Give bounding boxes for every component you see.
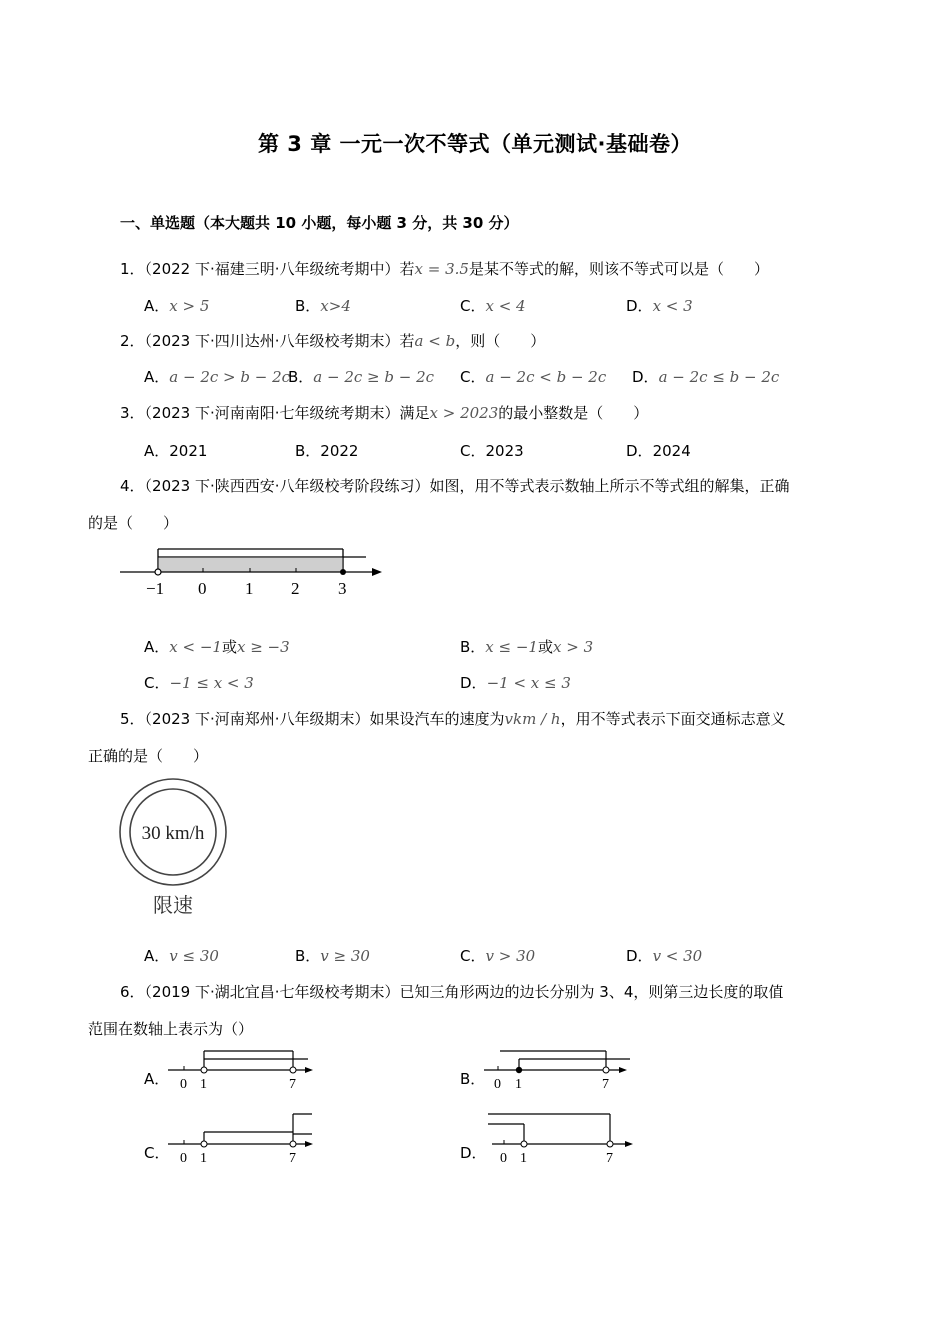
option-a[interactable]: A．v ≤ 30 (144, 947, 219, 965)
number-line-figure (118, 540, 388, 602)
question-4: 4．（2023 下·陕西西安·八年级校考阶段练习）如图，用不等式表示数轴上所示不等式组的解集，正确 (120, 477, 790, 495)
svg-text:7: 7 (606, 1151, 613, 1166)
svg-text:7: 7 (289, 1077, 296, 1092)
question-text: 是某不等式的解，则该不等式可以是（ ） (468, 260, 769, 278)
option-a[interactable]: A．x < −1或x ≥ −3 (144, 638, 290, 656)
question-5-cont: 正确的是（ ） (88, 747, 209, 765)
option-d[interactable]: D．2024 (626, 442, 691, 460)
svg-text:0: 0 (494, 1077, 501, 1092)
page-title: 第 3 章 一元一次不等式（单元测试·基础卷） (257, 132, 693, 156)
svg-text:1: 1 (520, 1151, 527, 1166)
option-d[interactable]: D．−1 < x ≤ 3 (460, 674, 571, 692)
svg-text:0: 0 (180, 1151, 187, 1166)
option-d[interactable]: D．a − 2c ≤ b − 2c (632, 368, 780, 386)
math-expression: x = 3.5 (414, 260, 469, 278)
option-c[interactable]: C．−1 ≤ x < 3 (144, 674, 254, 692)
option-a-number-line (166, 1046, 316, 1092)
option-a[interactable]: A． (144, 1070, 170, 1088)
question-5: 5．（2023 下·河南郑州·八年级期末）如果设汽车的速度为vkm / h，用不等式表示下面交通标志意义 (120, 710, 786, 728)
svg-text:7: 7 (289, 1151, 296, 1166)
math-expression: x > 2023 (429, 404, 499, 422)
option-d[interactable]: D．v < 30 (626, 947, 703, 965)
section-heading: 一、单选题（本大题共 10 小题，每小题 3 分，共 30 分） (120, 214, 519, 232)
option-a[interactable]: A．a − 2c > b − 2c (144, 368, 291, 386)
tick-label: 2 (291, 579, 300, 598)
option-d[interactable]: D．x < 3 (626, 297, 693, 315)
option-c[interactable]: C．v > 30 (460, 947, 536, 965)
tick-label: −1 (146, 579, 165, 598)
option-a[interactable]: A．x > 5 (144, 297, 210, 315)
option-b[interactable]: B．x ≤ −1或x > 3 (460, 638, 594, 656)
svg-text:7: 7 (602, 1077, 609, 1092)
math-expression: a < b (414, 332, 456, 350)
tick-label: 3 (338, 579, 347, 598)
option-b[interactable]: B．v ≥ 30 (295, 947, 370, 965)
tick-label: 0 (198, 579, 207, 598)
sign-caption: 限速 (153, 893, 193, 917)
question-source: （2022 下·福建三明·八年级统考期中）若 (144, 260, 415, 278)
question-3: 3．（2023 下·河南南阳·七年级统考期末）满足x > 2023的最小整数是（ ） (120, 404, 649, 422)
question-6: 6．（2019 下·湖北宜昌·七年级校考期末）已知三角形两边的边长分别为 3、4，则第三边长度的取值 (120, 983, 784, 1001)
option-b[interactable]: B．2022 (295, 442, 359, 460)
option-b[interactable]: B． (460, 1070, 486, 1088)
option-c[interactable]: C． (144, 1144, 170, 1162)
option-b-number-line (482, 1046, 632, 1092)
question-1 (120, 258, 769, 280)
option-d-number-line (484, 1110, 636, 1166)
svg-text:1: 1 (200, 1077, 207, 1092)
option-c[interactable]: C．a − 2c < b − 2c (460, 368, 607, 386)
math-expression: vkm / h (504, 710, 561, 728)
option-c-number-line (166, 1110, 316, 1166)
question-2: 2．（2023 下·四川达州·八年级校考期末）若a < b，则（ ） (120, 332, 546, 350)
svg-text:0: 0 (500, 1151, 507, 1166)
tick-label: 1 (245, 579, 254, 598)
svg-text:1: 1 (515, 1077, 522, 1092)
option-c[interactable]: C．x < 4 (460, 297, 526, 315)
option-b[interactable]: B．a − 2c ≥ b − 2c (288, 368, 435, 386)
option-a[interactable]: A．2021 (144, 442, 208, 460)
sign-text: 30 km/h (141, 823, 205, 844)
question-6-cont: 范围在数轴上表示为（） (88, 1020, 254, 1038)
option-b[interactable]: B．x>4 (295, 297, 351, 315)
speed-limit-sign (116, 776, 232, 922)
option-d[interactable]: D． (460, 1144, 487, 1162)
svg-text:0: 0 (180, 1077, 187, 1092)
question-4-cont: 的是（ ） (88, 514, 179, 532)
question-number: 1． (120, 260, 145, 278)
svg-text:1: 1 (200, 1151, 207, 1166)
option-c[interactable]: C．2023 (460, 442, 524, 460)
